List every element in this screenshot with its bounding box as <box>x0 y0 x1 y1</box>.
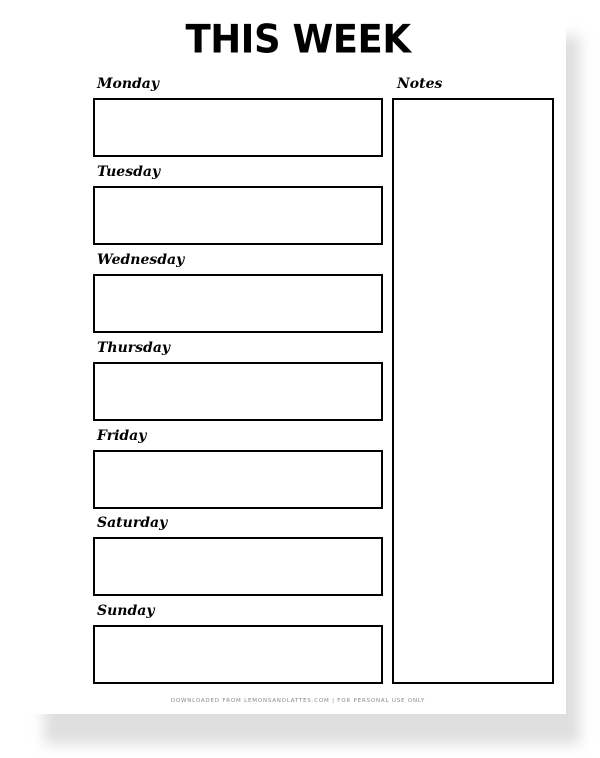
page-title: THIS WEEK <box>185 16 411 63</box>
notes-box[interactable] <box>392 98 554 684</box>
day-label-wednesday: Wednesday <box>97 252 185 268</box>
day-box-sunday[interactable] <box>93 625 383 684</box>
day-label-tuesday: Tuesday <box>97 164 161 180</box>
day-box-monday[interactable] <box>93 98 383 157</box>
notes-label: Notes <box>397 76 443 92</box>
planner-page <box>30 18 566 714</box>
day-box-wednesday[interactable] <box>93 274 383 333</box>
day-box-tuesday[interactable] <box>93 186 383 245</box>
day-box-saturday[interactable] <box>93 537 383 596</box>
day-box-thursday[interactable] <box>93 362 383 421</box>
day-label-sunday: Sunday <box>97 603 155 619</box>
day-label-thursday: Thursday <box>97 340 171 356</box>
footer-text: DOWNLOADED FROM LEMONSANDLATTES.COM | FOR PERSONAL USE ONLY <box>170 698 426 704</box>
day-label-friday: Friday <box>97 428 147 444</box>
day-label-saturday: Saturday <box>97 515 168 531</box>
day-label-monday: Monday <box>97 76 160 92</box>
day-box-friday[interactable] <box>93 450 383 509</box>
